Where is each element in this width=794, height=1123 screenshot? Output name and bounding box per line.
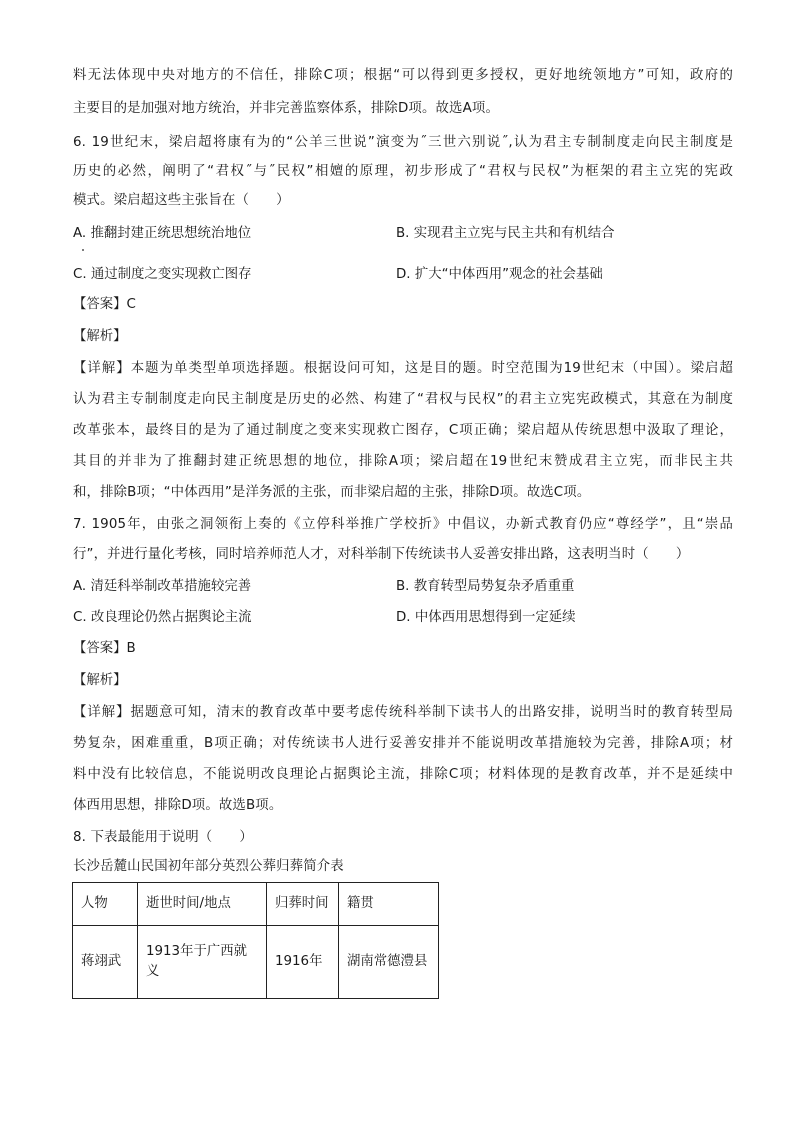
table-header-cell: 人物 (73, 883, 138, 926)
table-caption: 长沙岳麓山民国初年部分英烈公葬归葬简介表 (73, 859, 344, 874)
table-header-row (73, 883, 439, 926)
question-7-stem: 7. 1905年，由张之洞领衔上奏的《立停科举推广学校折》中倡议，办新式教育仍应“尊经学”，且“崇品 (73, 517, 733, 532)
paragraph-line: 料无法体现中央对地方的不信任，排除C项；根据“可以得到更多授权，更好地统领地方”可知，政府的 (73, 68, 733, 83)
table-header-cell: 归葬时间 (267, 883, 339, 926)
question-6-option-a: A. 推翻封建正统思想统治地位 (73, 226, 252, 241)
burial-table (72, 882, 439, 999)
table-cell: 1913年于广西就义 (138, 926, 267, 999)
question-7-detail: 势复杂，困难重重，B项正确；对传统读书人进行妥善安排并不能说明改革措施较为完善，排除A项；材 (73, 736, 733, 751)
paragraph-line: 主要目的是加强对地方统治，并非完善监察体系，排除D项。故选A项。 (73, 101, 499, 116)
question-7-option-a: A. 清廷科举制改革措施较完善 (73, 579, 252, 594)
question-6-analysis-label: 【解析】 (73, 329, 127, 344)
question-6-option-b: B. 实现君主立宪与民主共和有机结合 (396, 226, 615, 241)
question-6-option-c: C. 通过制度之变实现救亡图存 (73, 267, 252, 282)
question-7-option-b: B. 教育转型局势复杂矛盾重重 (396, 579, 575, 594)
question-8-stem: 8. 下表最能用于说明（ ） (73, 830, 253, 845)
question-6-detail: 认为君主专制制度走向民主制度是历史的必然、构建了“君权与民权”的君主立宪宪政模式，其意在为制度 (73, 392, 733, 407)
question-7-option-d: D. 中体西用思想得到一定延续 (396, 610, 576, 625)
question-7-stem: 行”，并进行量化考核，同时培养师范人才，对科举制下传统读书人妥善安排出路，这表明当时（ ） (73, 547, 690, 562)
question-6-stem: 6. 19世纪末，梁启超将康有为的“公羊三世说”演变为˝三世六别说˝,认为君主专制制度走向民主制度是 (73, 135, 733, 150)
speck-mark (82, 249, 84, 251)
table-header-cell: 逝世时间/地点 (138, 883, 267, 926)
question-6-stem: 模式。梁启超这些主张旨在（ ） (73, 193, 290, 208)
question-7-answer: 【答案】B (73, 641, 136, 656)
question-7-detail: 【详解】据题意可知，清末的教育改革中要考虑传统科举制下读书人的出路安排，说明当时的教育转型局 (73, 705, 733, 720)
table-cell: 蒋翊武 (73, 926, 138, 999)
question-6-stem: 历史的必然，阐明了“君权˝与˝民权”相嬗的原理，初步形成了“君权与民权”为框架的君主立宪的宪政 (73, 164, 733, 179)
question-6-detail: 其目的并非为了推翻封建正统思想的地位，排除A项；梁启超在19世纪末赞成君主立宪，而非民主共 (73, 454, 733, 469)
question-7-analysis-label: 【解析】 (73, 673, 127, 688)
question-6-detail: 和，排除B项；“中体西用”是洋务派的主张，而非梁启超的主张，排除D项。故选C项。 (73, 485, 591, 500)
table-cell: 湖南常德澧县 (339, 926, 439, 999)
question-7-detail: 体西用思想，排除D项。故选B项。 (73, 798, 283, 813)
question-6-detail: 改革张本，最终目的是为了通过制度之变来实现救亡图存，C项正确；梁启超从传统思想中汲取了理论， (73, 423, 733, 438)
question-6-detail: 【详解】本题为单类型单项选择题。根据设问可知，这是目的题。时空范围为19世纪末（中国）。梁启超 (73, 361, 733, 376)
question-6-option-d: D. 扩大“中体西用”观念的社会基础 (396, 267, 603, 282)
question-6-answer: 【答案】C (73, 297, 136, 312)
question-7-option-c: C. 改良理论仍然占据舆论主流 (73, 610, 252, 625)
table-cell: 1916年 (267, 926, 339, 999)
table-header-cell: 籍贯 (339, 883, 439, 926)
question-7-detail: 料中没有比较信息，不能说明改良理论占据舆论主流，排除C项；材料体现的是教育改革，并不是延续中 (73, 767, 733, 782)
table-row (73, 926, 439, 999)
